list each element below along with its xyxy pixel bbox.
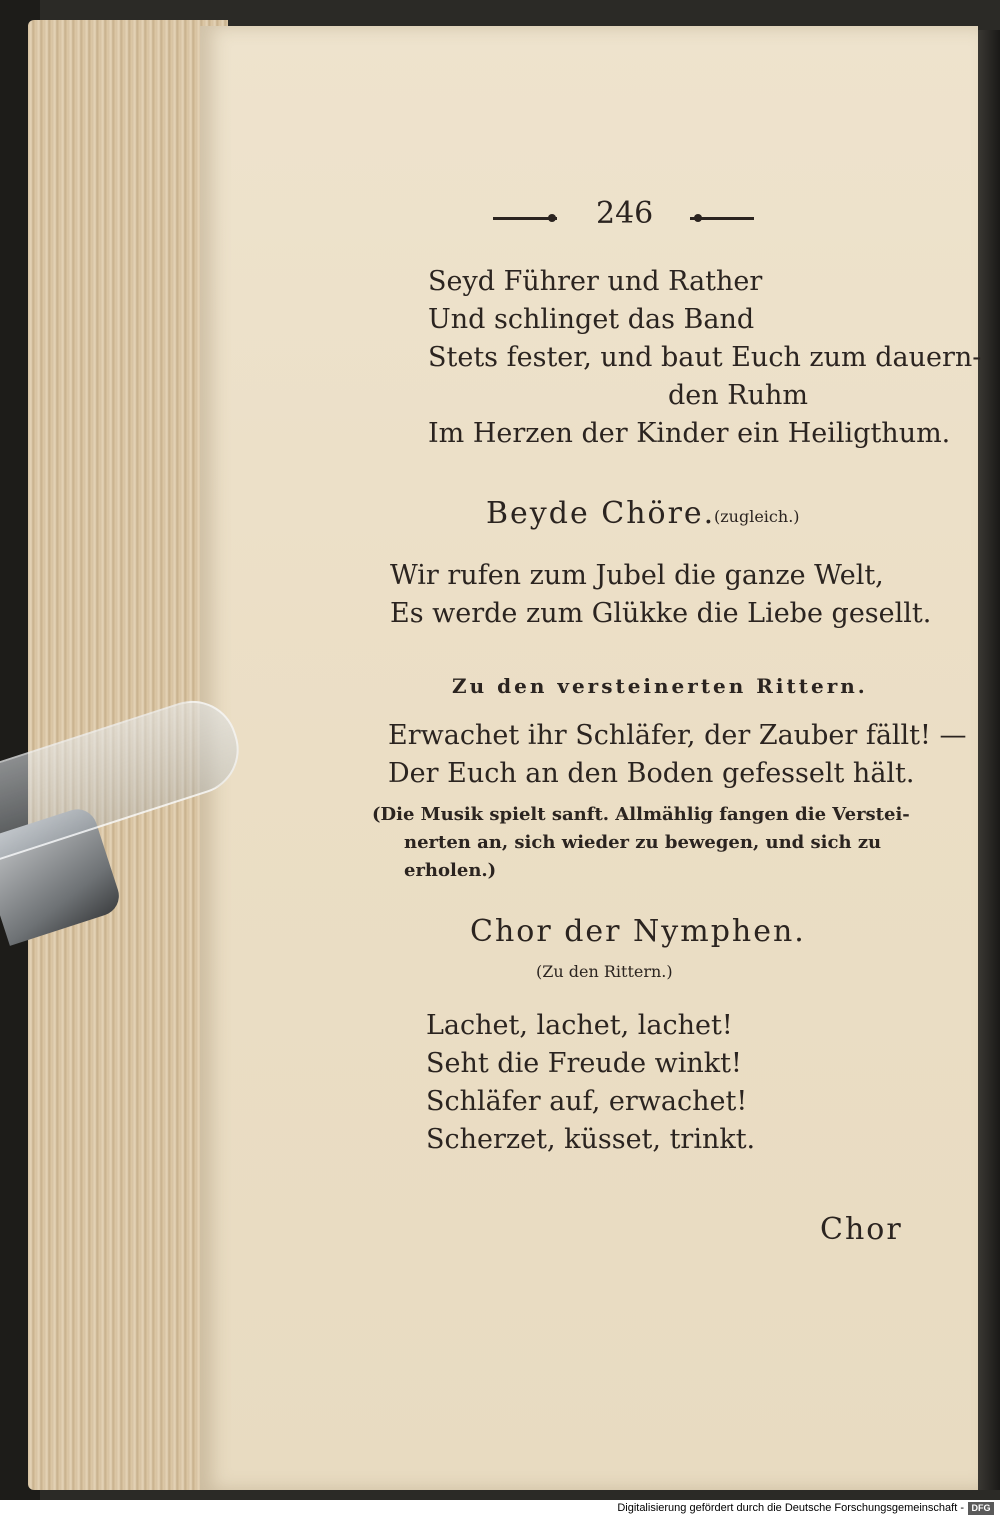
verse-line: Der Euch an den Boden gefesselt hält. (388, 758, 915, 789)
verse-line: den Ruhm (668, 380, 808, 411)
footer-bar (0, 1500, 1000, 1518)
verse-line: Erwachet ihr Schläfer, der Zauber fällt! — (388, 720, 967, 751)
heading-both-choirs-note: (zugleich.) (714, 507, 800, 526)
nymphs-note: (Zu den Rittern.) (536, 962, 673, 981)
catchword: Chor (820, 1212, 903, 1247)
heading-both-choirs: Beyde Chöre. (486, 496, 716, 531)
verse-line: Wir rufen zum Jubel die ganze Welt, (390, 560, 884, 591)
verse-line: Und schlinget das Band (428, 304, 755, 335)
stage-direction: (Die Musik spielt sanft. Allmählig fangen die Verstei- (372, 804, 910, 825)
ornament-dot-left (548, 214, 556, 222)
footer-credit: Digitalisierung gefördert durch die Deutsche Forschungsgemeinschaft - (617, 1502, 964, 1514)
dfg-logo-icon: DFG (968, 1502, 994, 1515)
stage-direction: erholen.) (404, 860, 497, 881)
verse-line: Im Herzen der Kinder ein Heiligthum. (428, 418, 951, 449)
verse-line: Lachet, lachet, lachet! (426, 1010, 733, 1041)
page-number: 246 (596, 196, 654, 231)
heading-nymphs: Chor der Nymphen. (470, 914, 806, 949)
book-right-edge (978, 30, 1000, 1490)
verse-line: Es werde zum Glükke die Liebe gesellt. (390, 598, 932, 629)
stage-direction: nerten an, sich wieder zu bewegen, und sich zu (404, 832, 882, 853)
verse-line: Seyd Führer und Rather (428, 266, 763, 297)
verse-line: Schläfer auf, erwachet! (426, 1086, 748, 1117)
verse-line: Seht die Freude winkt! (426, 1048, 742, 1079)
ornament-rule-right (690, 217, 754, 220)
heading-knights: Zu den versteinerten Rittern. (452, 674, 868, 698)
verse-line: Stets fester, und baut Euch zum dauern- (428, 342, 982, 373)
verse-line: Scherzet, küsset, trinkt. (426, 1124, 756, 1155)
